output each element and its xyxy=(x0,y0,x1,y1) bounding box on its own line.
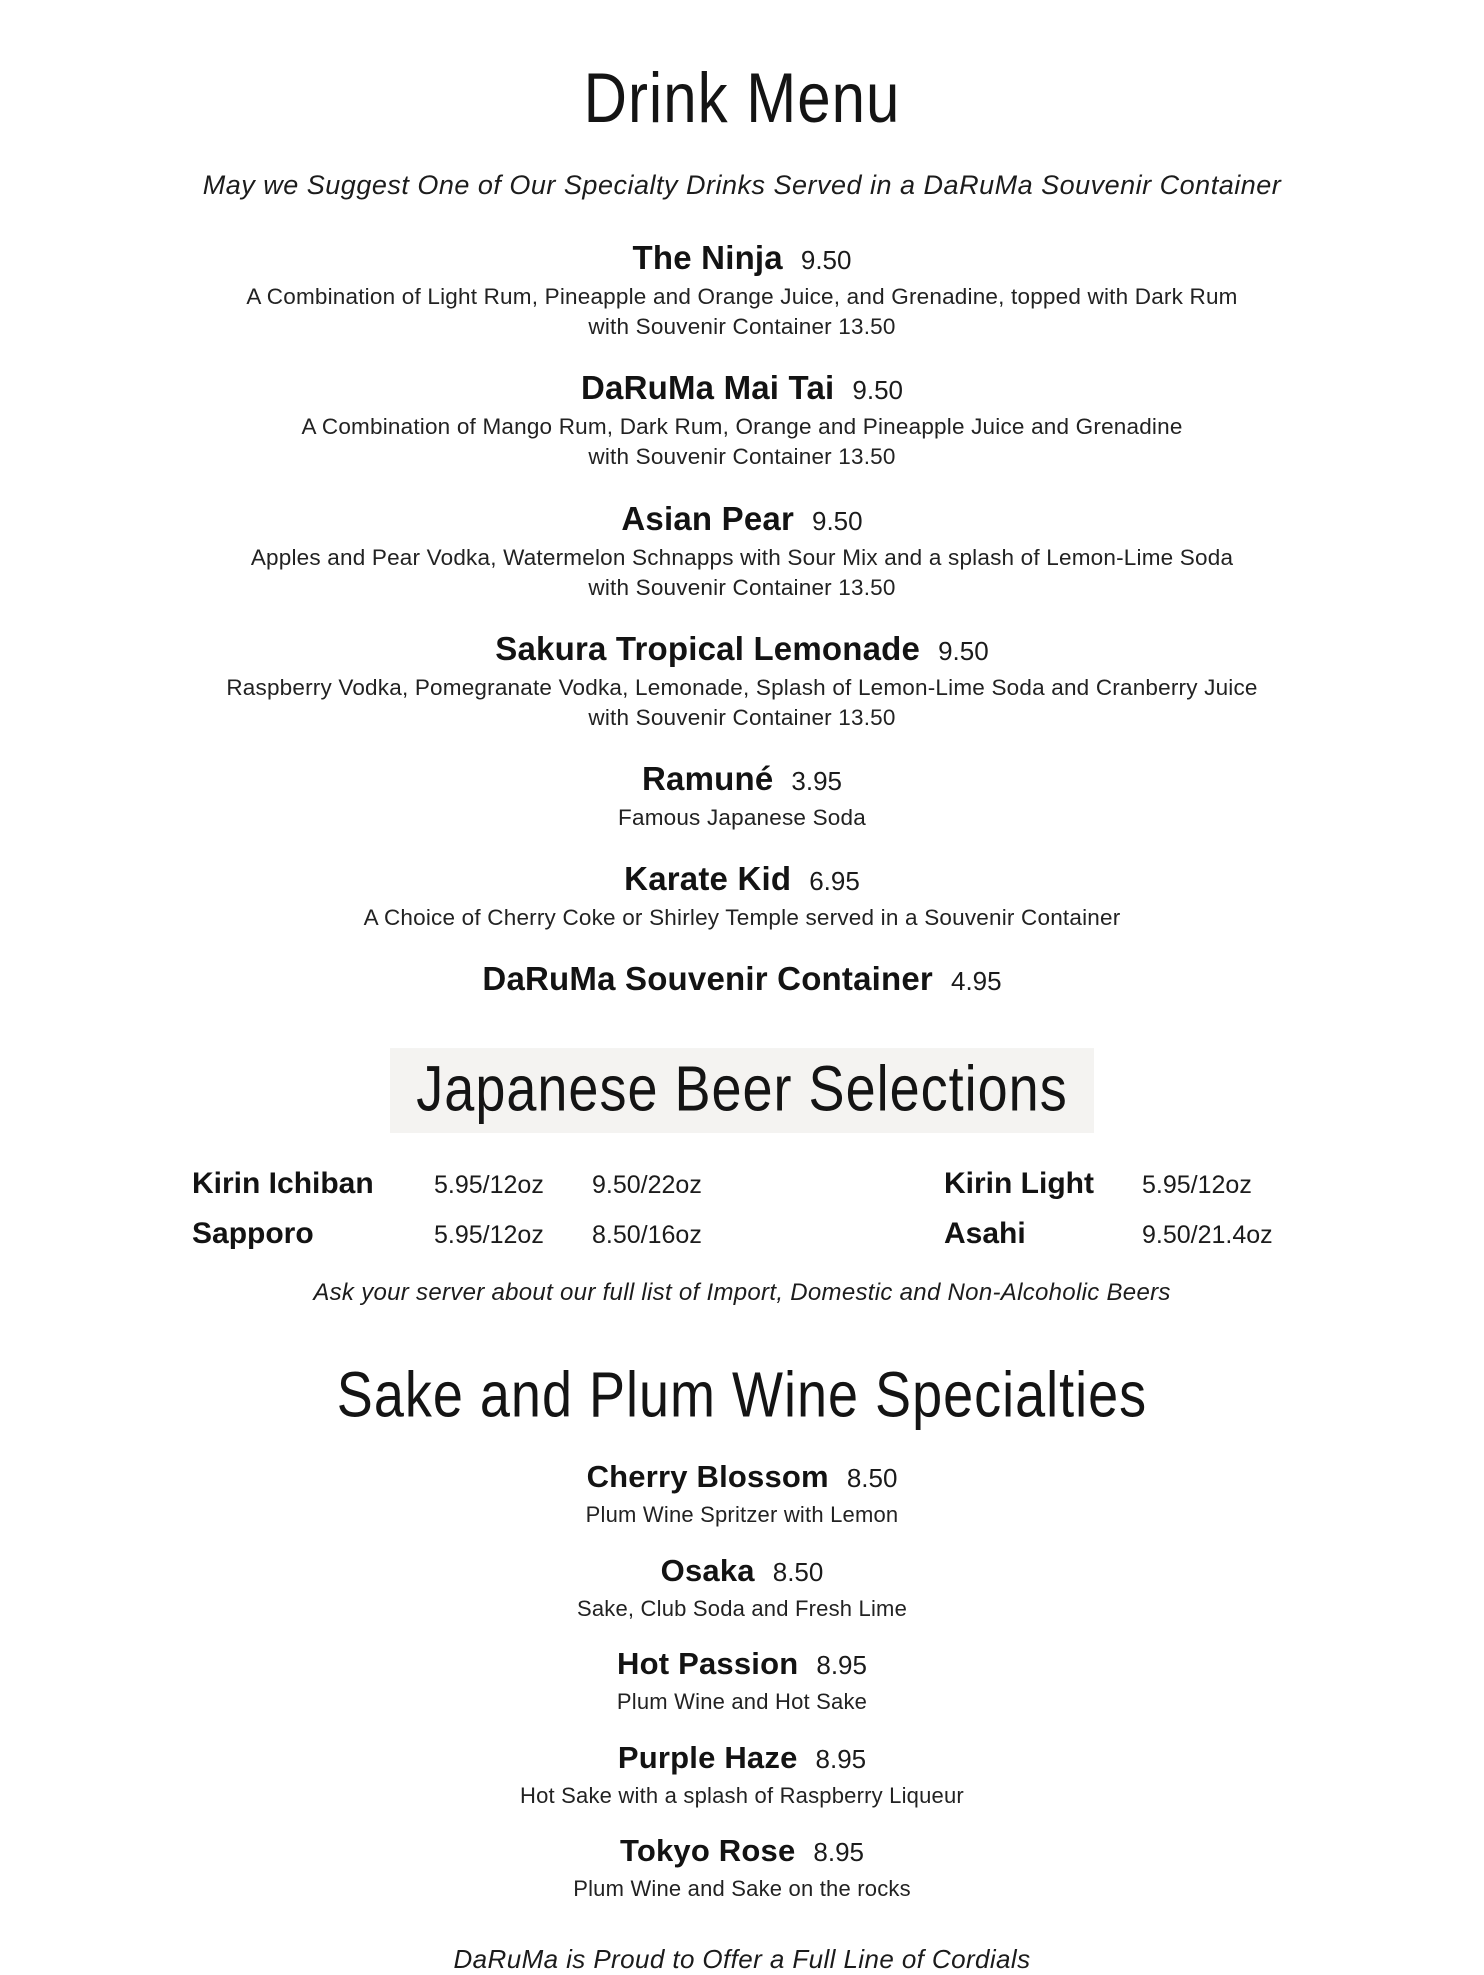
item-price: 9.50 xyxy=(800,245,852,275)
menu-item-purple-haze xyxy=(40,1740,1444,1810)
beer-price: 9.50/21.4oz xyxy=(1142,1221,1273,1250)
item-name: DaRuMa Souvenir Container xyxy=(482,960,933,998)
item-description: Sake, Club Soda and Fresh Lime xyxy=(576,1595,908,1621)
beer-price: 5.95/12oz xyxy=(434,1171,544,1200)
page-title-wrap xyxy=(40,58,1444,138)
item-price: 6.95 xyxy=(809,866,860,897)
item-price: 9.50 xyxy=(811,505,863,536)
item-souvenir-note: with Souvenir Container 13.50 xyxy=(588,314,896,340)
item-name: The Ninja xyxy=(632,239,783,276)
item-description: Plum Wine Spritzer with Lemon xyxy=(585,1502,899,1528)
item-price: 8.95 xyxy=(816,1650,867,1681)
item-head xyxy=(633,239,852,277)
item-name: Hot Passion xyxy=(617,1646,799,1682)
beer-name: Sapporo xyxy=(192,1217,314,1251)
item-name: Purple Haze xyxy=(617,1739,798,1775)
menu-subtitle: May we Suggest One of Our Specialty Drinks Served in a DaRuMa Souvenir Container xyxy=(202,170,1282,200)
menu-item-osaka xyxy=(40,1553,1444,1623)
item-head xyxy=(618,1740,866,1776)
menu-item-sakura-tropical-lemonade xyxy=(40,630,1444,733)
menu-item-hot-passion xyxy=(40,1646,1444,1716)
menu-item-daruma-souvenir-container xyxy=(40,960,1444,1003)
item-description: A Choice of Cherry Coke or Shirley Temple served in a Souvenir Container xyxy=(363,905,1121,931)
item-name: Karate Kid xyxy=(624,860,792,898)
item-description: Raspberry Vodka, Pomegranate Vodka, Lemonade, Splash of Lemon-Lime Soda and Cranberry Juice xyxy=(226,674,1258,700)
beer-section xyxy=(40,1054,1444,1307)
item-price: 8.95 xyxy=(813,1837,864,1868)
beer-section-heading: Japanese Beer Selections xyxy=(390,1048,1093,1133)
menu-item-tokyo-rose xyxy=(40,1833,1444,1903)
beer-price-table xyxy=(192,1167,1292,1251)
item-name: Asian Pear xyxy=(621,499,794,537)
item-name: Sakura Tropical Lemonade xyxy=(495,629,921,667)
sake-heading-wrap xyxy=(40,1360,1444,1431)
beer-heading-wrap xyxy=(40,1054,1444,1133)
item-name: Ramuné xyxy=(641,760,774,798)
menu-item-asian-pear xyxy=(40,500,1444,603)
item-head xyxy=(620,1833,864,1869)
item-description: A Combination of Light Rum, Pineapple and Orange Juice, and Grenadine, topped with Dark Rum xyxy=(246,284,1238,309)
menu-item-cherry-blossom xyxy=(40,1459,1444,1529)
beer-name: Kirin Ichiban xyxy=(192,1167,374,1201)
item-head xyxy=(587,1459,898,1495)
item-price: 9.50 xyxy=(938,635,989,666)
item-head xyxy=(581,369,903,407)
sake-section xyxy=(40,1360,1444,1903)
beer-server-note: Ask your server about our full list of Import, Domestic and Non-Alcoholic Beers xyxy=(313,1279,1171,1307)
item-price: 8.50 xyxy=(772,1556,824,1587)
item-name: Osaka xyxy=(660,1552,755,1588)
beer-price: 5.95/12oz xyxy=(1142,1171,1252,1200)
sake-section-heading: Sake and Plum Wine Specialties xyxy=(336,1360,1148,1431)
item-price: 9.50 xyxy=(852,375,903,406)
item-description: Famous Japanese Soda xyxy=(618,805,866,831)
item-description: A Combination of Mango Rum, Dark Rum, Orange and Pineapple Juice and Grenadine xyxy=(301,414,1183,440)
item-description: Apples and Pear Vodka, Watermelon Schnapps with Sour Mix and a splash of Lemon-Lime Soda xyxy=(250,544,1234,570)
item-price: 8.50 xyxy=(846,1463,898,1494)
item-price: 3.95 xyxy=(791,766,842,797)
item-head xyxy=(624,860,860,898)
menu-item-ramune xyxy=(40,760,1444,833)
menu-item-karate-kid xyxy=(40,860,1444,933)
item-name: DaRuMa Mai Tai xyxy=(580,369,835,407)
item-head xyxy=(642,760,842,798)
item-head xyxy=(495,630,988,668)
cordials-footer-note: DaRuMa is Proud to Offer a Full Line of Cordials xyxy=(453,1943,1031,1974)
item-name: Cherry Blossom xyxy=(586,1459,829,1495)
beer-price: 9.50/22oz xyxy=(592,1171,702,1200)
item-souvenir-note: with Souvenir Container 13.50 xyxy=(588,444,896,470)
beer-name: Kirin Light xyxy=(944,1167,1094,1201)
item-price: 8.95 xyxy=(815,1743,867,1774)
item-head xyxy=(621,500,862,538)
item-head xyxy=(482,960,1001,998)
item-price: 4.95 xyxy=(950,966,1002,997)
page-title: Drink Menu xyxy=(583,58,901,138)
item-description: Plum Wine and Sake on the rocks xyxy=(573,1876,911,1902)
beer-price: 5.95/12oz xyxy=(434,1221,544,1250)
item-souvenir-note: with Souvenir Container 13.50 xyxy=(588,574,896,600)
item-name: Tokyo Rose xyxy=(619,1833,796,1869)
beer-name: Asahi xyxy=(944,1217,1026,1251)
menu-item-daruma-mai-tai xyxy=(40,369,1444,472)
item-description: Plum Wine and Hot Sake xyxy=(616,1689,868,1715)
item-head xyxy=(617,1646,867,1682)
beer-price: 8.50/16oz xyxy=(592,1221,702,1250)
item-souvenir-note: with Souvenir Container 13.50 xyxy=(588,704,896,730)
item-description: Hot Sake with a splash of Raspberry Liqueur xyxy=(520,1782,964,1808)
item-head xyxy=(661,1553,824,1589)
menu-item-the-ninja xyxy=(40,239,1444,342)
